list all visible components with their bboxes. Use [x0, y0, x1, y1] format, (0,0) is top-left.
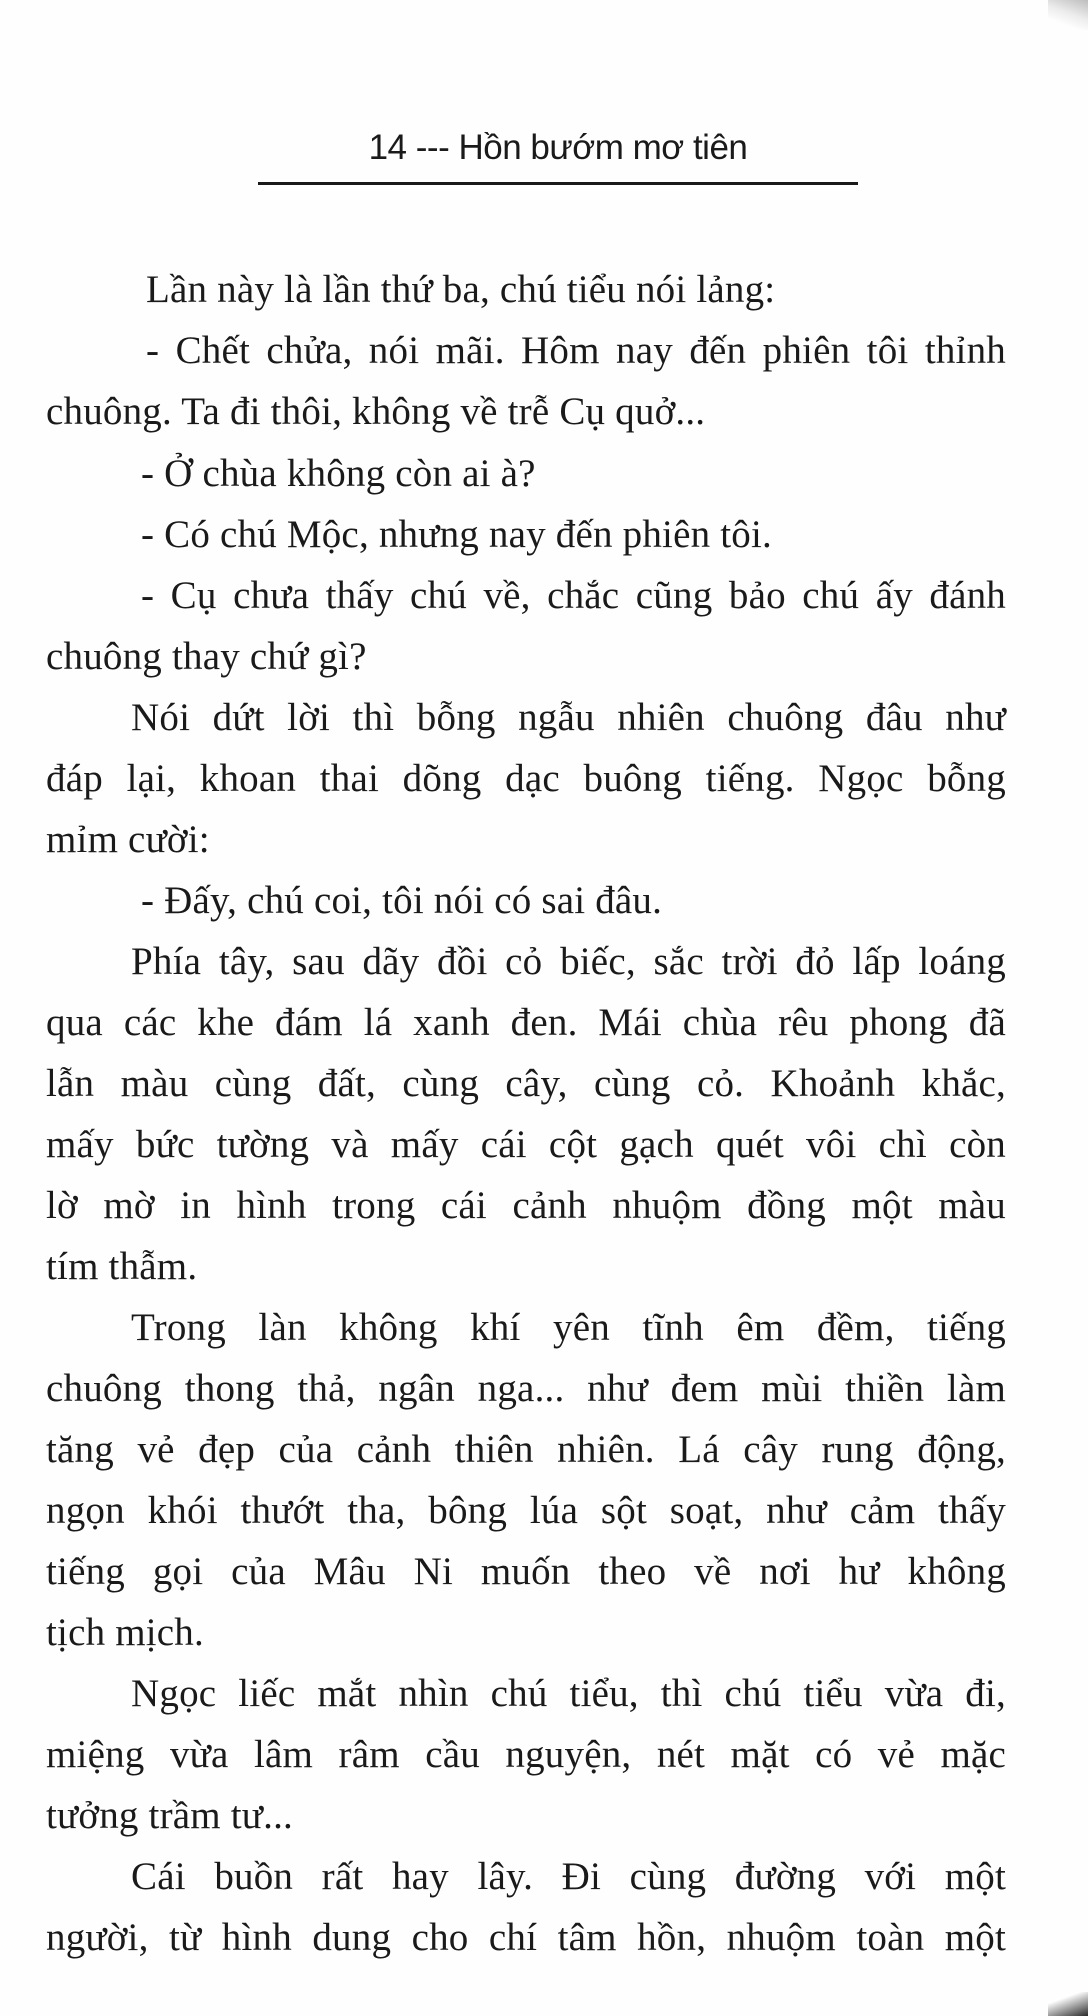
text-line: mấy bức tường và mấy cái cột gạch quét vôi chì còn [46, 1123, 1006, 1166]
text-line: tím thẫm. [46, 1245, 198, 1288]
text-line: - Cụ chưa thấy chú về, chắc cũng bảo chú ấy đánh [141, 574, 1006, 617]
running-header [258, 127, 858, 187]
text-line: - Đấy, chú coi, tôi nói có sai đâu. [141, 879, 663, 922]
header-rule [258, 182, 858, 185]
text-line: chuông thong thả, ngân nga... như đem mùi thiền làm [46, 1367, 1006, 1410]
text-line: đáp lại, khoan thai dõng dạc buông tiếng. Ngọc bỗng [46, 757, 1006, 800]
text-line: Lần này là lần thứ ba, chú tiểu nói lảng: [146, 268, 776, 311]
header-title [258, 127, 858, 169]
page-number: 14 [368, 128, 407, 167]
page-bottom-shadow [1048, 1992, 1088, 2016]
text-line: Ngọc liếc mắt nhìn chú tiểu, thì chú tiểu vừa đi, [131, 1672, 1006, 1715]
text-line: qua các khe đám lá xanh đen. Mái chùa rêu phong đã [46, 1001, 1006, 1044]
page-corner-shadow [1048, 0, 1088, 30]
text-line: người, từ hình dung cho chí tâm hồn, nhuộm toàn một [46, 1916, 1006, 1959]
book-title: Hồn bướm mơ tiên [458, 128, 748, 167]
text-line: - Chết chửa, nói mãi. Hôm nay đến phiên tôi thỉnh [146, 329, 1006, 372]
text-line: ngọn khói thướt tha, bông lúa sột soạt, như cảm thấy [46, 1489, 1006, 1532]
text-line: Nói dứt lời thì bỗng ngẫu nhiên chuông đâu như [131, 696, 1006, 739]
text-line: Phía tây, sau dãy đồi cỏ biếc, sắc trời đỏ lấp loáng [131, 940, 1006, 983]
text-line: tưởng trầm tư... [46, 1794, 293, 1837]
text-line: chuông. Ta đi thôi, không về trễ Cụ quở... [46, 390, 706, 433]
text-line: miệng vừa lâm râm cầu nguyện, nét mặt có vẻ mặc [46, 1733, 1006, 1776]
text-line: - Ở chùa không còn ai à? [141, 452, 536, 495]
text-line: - Có chú Mộc, nhưng nay đến phiên tôi. [141, 513, 772, 556]
header-separator: --- [415, 128, 450, 167]
text-line: mỉm cười: [46, 818, 210, 861]
text-line: chuông thay chứ gì? [46, 635, 367, 678]
text-line: lẫn màu cùng đất, cùng cây, cùng cỏ. Khoảnh khắc, [46, 1062, 1006, 1105]
text-line: Trong làn không khí yên tĩnh êm đềm, tiếng [131, 1306, 1006, 1349]
text-line: tăng vẻ đẹp của cảnh thiên nhiên. Lá cây rung động, [46, 1428, 1006, 1471]
text-line: lờ mờ in hình trong cái cảnh nhuộm đồng một màu [46, 1184, 1006, 1227]
text-line: tiếng gọi của Mâu Ni muốn theo về nơi hư không [46, 1550, 1006, 1593]
text-line: Cái buồn rất hay lây. Đi cùng đường với một [131, 1855, 1006, 1898]
text-line: tịch mịch. [46, 1611, 204, 1654]
